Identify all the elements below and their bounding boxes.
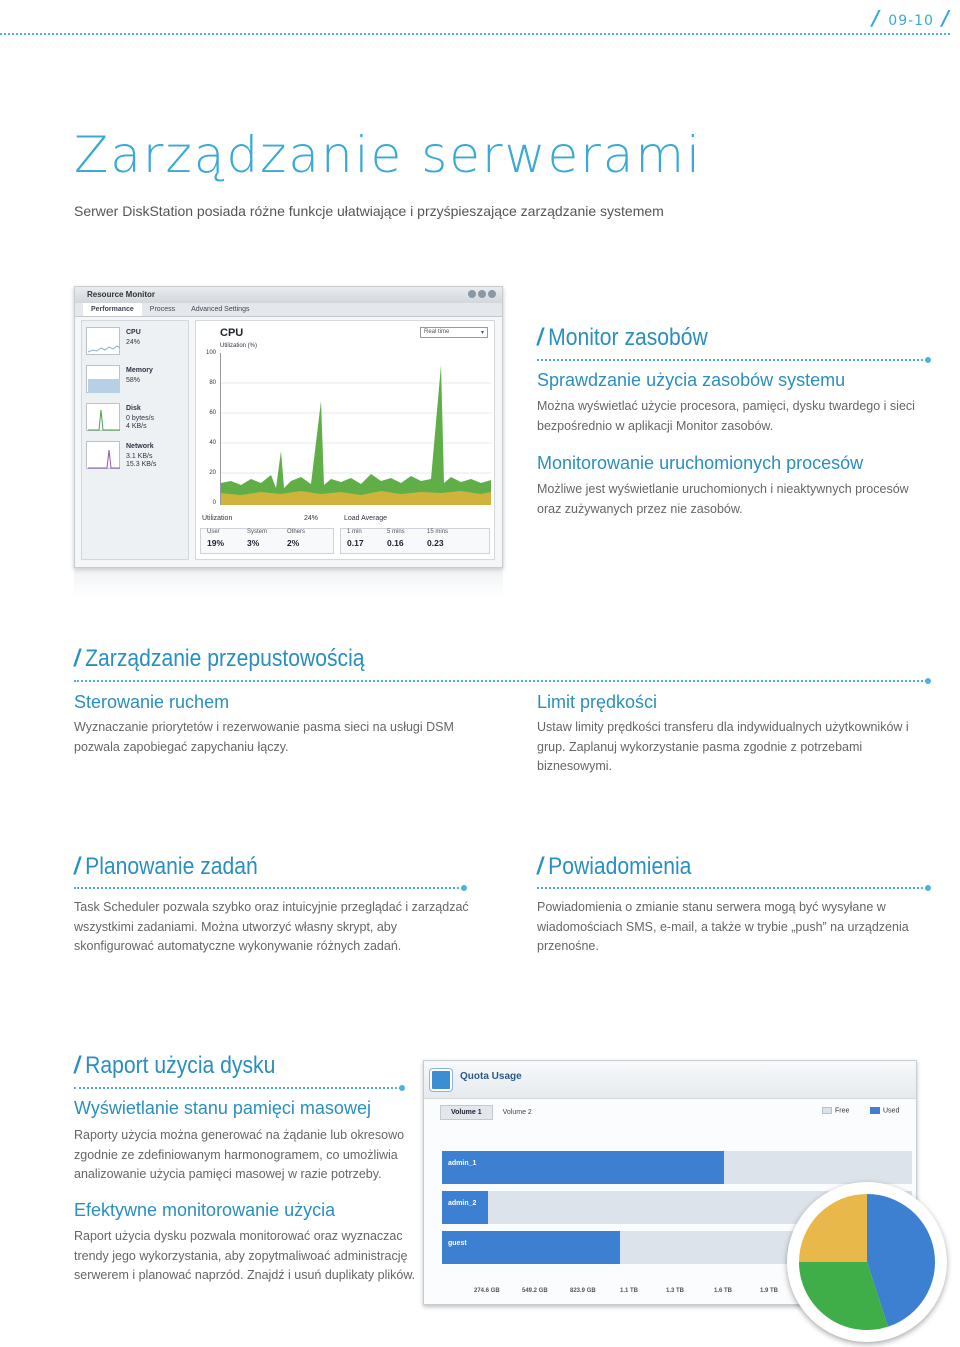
sidebar-item-network [86,441,186,475]
cpu-utilization-graph [220,353,490,505]
report-heading [74,1052,275,1080]
system-label: System [247,529,268,535]
load-5min [381,529,421,548]
load-average-breakdown [340,528,490,554]
y-tick: 0 [212,500,216,506]
utilization-breakdown [200,528,334,554]
quota-user-name: guest [448,1240,467,1247]
y-tick: 20 [209,470,216,476]
user-stat [201,529,241,548]
load-15min-label: 15 mins [427,529,449,535]
quota-user-name: admin_2 [448,1200,477,1207]
disk-thumbnail [86,403,120,431]
y-tick: 80 [209,380,216,386]
bandwidth-subheading-right: Limit prędkości [537,692,658,712]
monitor-text-1: Można wyświetlać użycie procesora, pamięci, dysku twardego i sieci bezpośrednio w aplikacji Monitor zasobów. [537,399,915,433]
pie-chart-icon [430,1069,452,1091]
sidebar-value-network [126,453,156,469]
x-tick: 274.6 GB [474,1288,500,1294]
cpu-graph-svg [221,353,491,505]
network-thumbnail [86,441,120,469]
bandwidth-text-right: Ustaw limity prędkości transferu dla indywidualnych użytkowników i grup. Zaplanuj wykorzystanie pasma zgodnie z potrzebami biznesowymi. [537,720,909,773]
used-bar [442,1231,620,1264]
notify-heading-text: Powiadomienia [548,853,692,880]
x-tick: 823.9 GB [570,1288,596,1294]
pie-chart-svg [787,1182,947,1342]
minimize-icon [478,290,486,298]
utilization-value: 24% [304,515,319,522]
tasks-text: Task Scheduler pozwala szybko oraz intuicyjnie przeglądać i zarządzać wszystkimi zadaniami. Można utworzyć własny skrypt, aby skonfigurować automatyczne wykonywanie różnych zadań. [74,900,469,953]
sidebar-value-disk [126,415,154,431]
sidebar-item-memory [86,365,186,399]
notify-text: Powiadomienia o zmianie stanu serwera mogą być wysyłane w wiadomościach SMS, e-mail, a także w trybie „push” na urządzenia przenośne. [537,900,909,953]
load-average-label: Load Average [344,515,388,522]
quota-title: Quota Usage [460,1071,522,1082]
page-subtitle: Serwer DiskStation posiada różne funkcje ułatwiające i przyśpieszające zarządzanie systemem [74,203,664,219]
tasks-heading-text: Planowanie zadań [85,853,258,880]
legend-used-swatch [870,1107,880,1114]
load-1min-label: 1 min [347,529,362,535]
load-5min-label: 5 mins [387,529,405,535]
sidebar-value-memory: 58% [126,377,141,384]
monitor-text-2: Możliwe jest wyświetlanie uruchomionych i nieaktywnych procesów oraz zużywanych przez nie zasobów. [537,482,909,516]
load-5min-value: 0.16 [387,538,404,548]
network-out-value: 15.3 KB/s [126,461,157,468]
legend-used [870,1107,899,1114]
tab-process: Process [149,306,176,313]
cpu-panel-title: CPU [220,327,244,339]
tab-advanced-settings: Advanced Settings [191,306,250,313]
utilization-label: Utilization [202,515,233,522]
report-text-2: Raport użycia dysku pozwala monitorować oraz wyznaczac trendy jego wykorzystania, aby zopytmaliwoać administrację serwerem i planować naprzód. Znajdź i usuń duplikaty plików. [74,1229,416,1282]
slash-icon: / [74,645,80,672]
legend-free-swatch [822,1107,832,1114]
tab-performance: Performance [83,303,142,316]
memory-mini-graph [87,366,121,394]
monitor-heading [537,324,708,352]
cpu-thumbnail [86,327,120,355]
notify-heading [537,853,691,881]
report-subheading-2: Efektywne monitorowanie użycia [74,1200,336,1220]
utilization-axis-label: Utilization (%) [220,343,258,349]
slash-icon: / [537,853,543,880]
disk-write-value: 4 KB/s [126,423,147,430]
bandwidth-text-left: Wyznaczanie priorytetów i rezerwowanie pasma sieci na usługi DSM pozwala zapobiegać zapychaniu łączy. [74,720,454,754]
cpu-area-green [221,365,491,505]
window-controls [466,290,496,300]
page-number [872,6,950,30]
disk-usage-pie-chart [787,1182,947,1342]
sidebar-label-memory: Memory [126,367,153,374]
load-1min-value: 0.17 [347,538,364,548]
slash-icon: / [872,6,889,30]
sidebar-label-disk: Disk [126,405,141,412]
network-in-value: 3.1 KB/s [126,453,153,460]
network-mini-graph [87,442,121,470]
legend-free-label: Free [835,1107,850,1115]
close-icon [488,290,496,298]
slash-icon: / [74,1052,80,1079]
sidebar-item-disk [86,403,186,437]
used-bar [442,1191,488,1224]
sidebar-label-cpu: CPU [126,329,141,336]
tab-volume-2: Volume 2 [502,1109,532,1116]
help-icon [468,290,476,298]
sidebar-label-network: Network [126,443,154,450]
x-tick: 1.6 TB [714,1288,733,1294]
system-stat [241,529,281,548]
tab-volume-1: Volume 1 [440,1105,493,1120]
bandwidth-heading-text: Zarządzanie przepustowością [85,645,365,672]
free-bar [724,1151,912,1184]
page-number-text: 09-10 [888,13,934,29]
used-bar [442,1151,724,1184]
graph-gridlines [221,383,491,473]
load-15min [421,529,461,548]
others-stat [281,529,321,548]
tasks-divider [74,887,463,889]
top-dotted-rule [0,33,950,35]
legend-free [822,1107,849,1114]
monitor-subheading-1: Sprawdzanie użycia zasobów systemu [537,370,846,390]
bandwidth-divider [74,680,927,682]
bandwidth-subheading-left: Sterowanie ruchem [74,692,230,712]
resource-monitor-screenshot [74,286,503,568]
slash-icon: / [933,6,951,30]
report-text-1: Raporty użycia można generować na żądanie lub okresowo zgodnie ze zdefiniowanym harmonogramem, co umożliwia analizowanie użycia pamięci masowej w razie potrzeby. [74,1128,405,1181]
y-tick: 100 [205,350,216,356]
time-range-select [420,327,488,338]
slash-icon: / [537,324,543,351]
cpu-mini-graph [87,328,121,356]
sidebar-value-cpu: 24% [126,339,141,346]
resource-sidebar [81,320,189,560]
report-divider [74,1087,401,1089]
x-tick: 1.9 TB [760,1288,779,1294]
user-value: 19% [207,538,225,548]
load-1min [341,529,381,548]
slash-icon: / [74,853,80,880]
quota-row [442,1151,912,1184]
cpu-panel [195,320,495,560]
sidebar-item-cpu [86,327,186,361]
y-tick: 60 [209,410,216,416]
time-range-value: Real time [424,329,450,335]
notify-divider [537,887,927,889]
disk-mini-graph [87,404,121,432]
others-label: Others [287,529,306,535]
tasks-heading [74,853,258,881]
monitor-heading-text: Monitor zasobów [548,324,708,351]
report-subheading-1: Wyświetlanie stanu pamięci masowej [74,1098,371,1118]
disk-read-value: 0 bytes/s [126,415,155,422]
chevron-down-icon: ▾ [480,330,484,336]
load-15min-value: 0.23 [427,538,444,548]
quota-header [424,1061,916,1099]
y-tick: 40 [209,440,216,446]
x-tick: 1.3 TB [666,1288,685,1294]
x-tick: 549.2 GB [522,1288,548,1294]
user-label: User [207,529,220,535]
page-title: Zarządzanie serwerami [74,126,703,184]
monitor-divider [537,359,927,361]
x-tick: 1.1 TB [620,1288,639,1294]
quota-user-name: admin_1 [448,1160,477,1167]
volume-tabs [440,1105,542,1120]
window-titlebar [75,287,502,303]
others-value: 2% [287,538,300,548]
memory-thumbnail [86,365,120,393]
report-heading-text: Raport użycia dysku [85,1052,276,1079]
window-title: Resource Monitor [87,290,156,299]
monitor-subheading-2: Monitorowanie uruchomionych procesów [537,453,864,473]
legend-used-label: Used [883,1107,900,1115]
bandwidth-heading [74,645,365,673]
screenshot-reflection [74,568,503,598]
tab-bar [75,303,502,317]
system-value: 3% [247,538,260,548]
pie-slice [799,1194,867,1262]
